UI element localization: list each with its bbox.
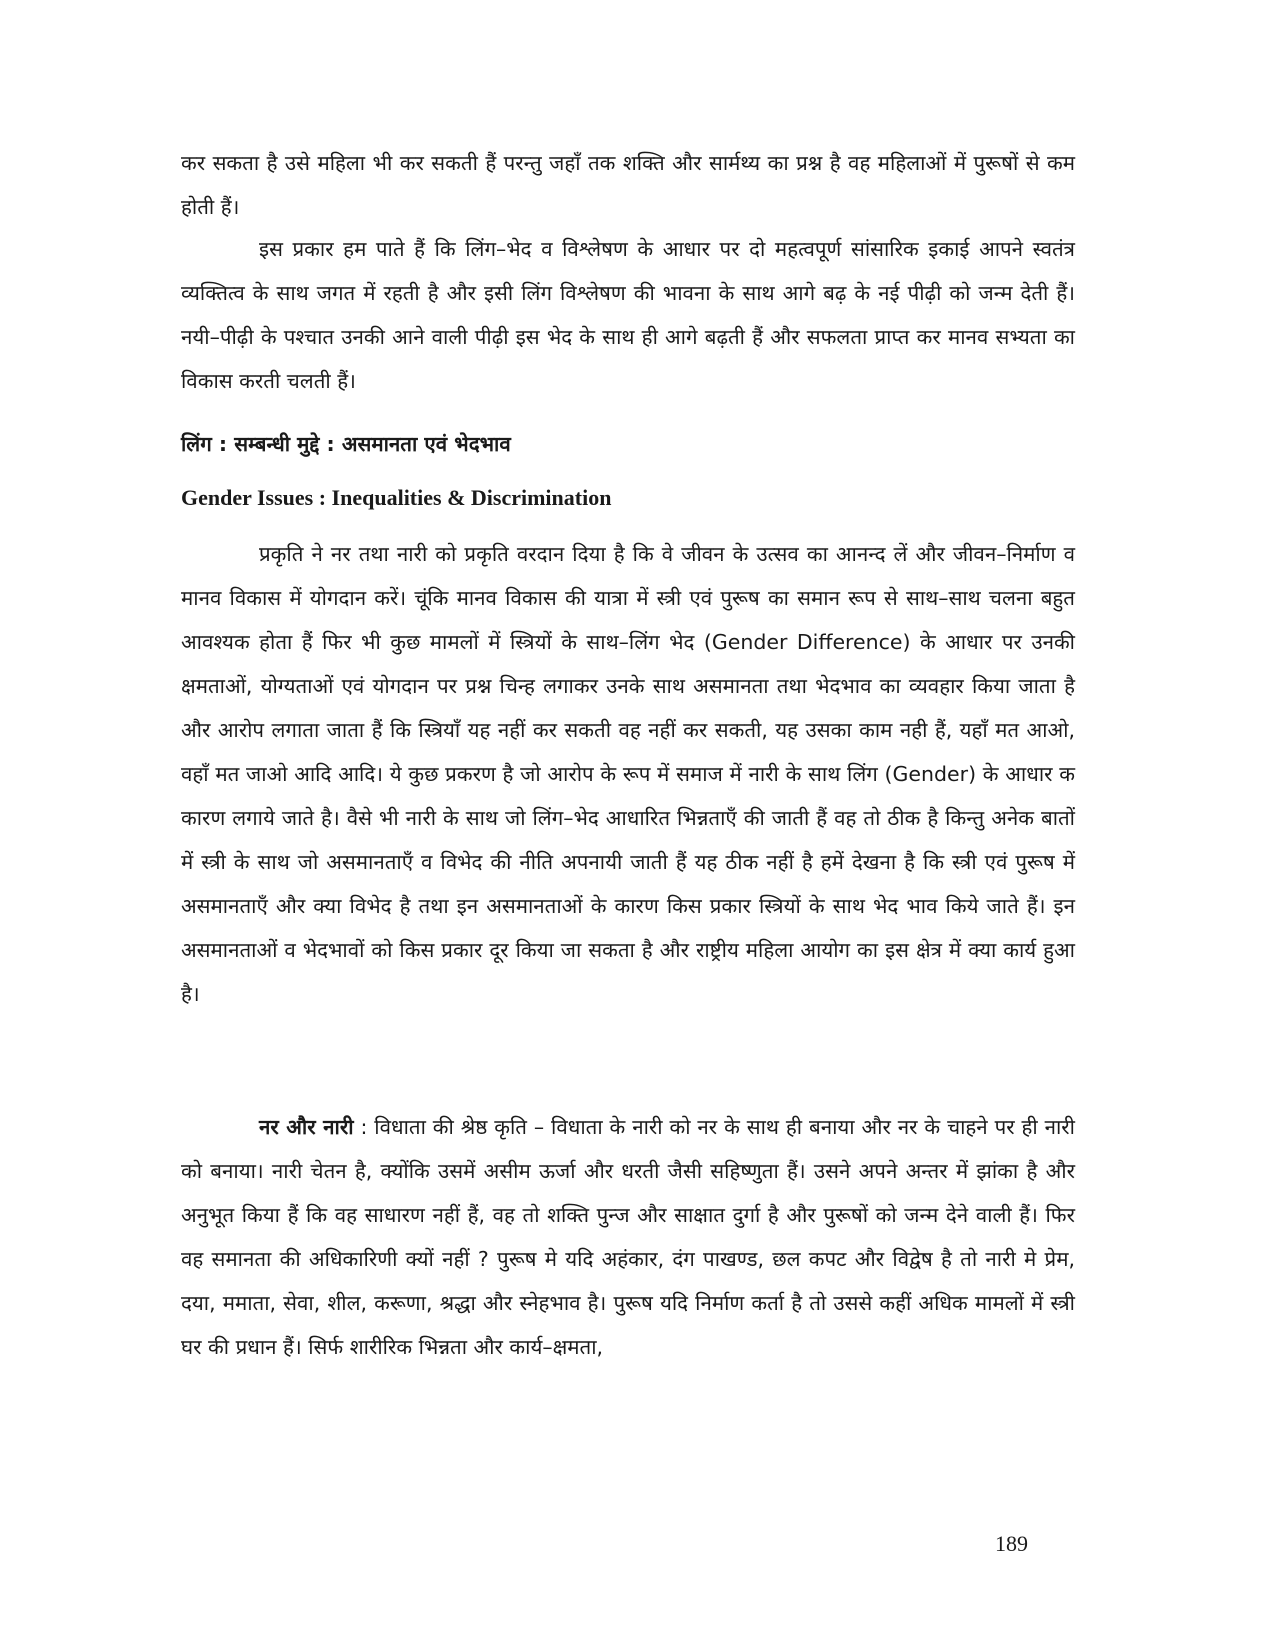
paragraph-lead-term: नर और नारी: [259, 1115, 354, 1139]
paragraph-intro-continuation: कर सकता है उसे महिला भी कर सकती हैं परन्तु जहाँ तक शक्ति और सार्मथ्य का प्रश्न है वह महिलाओं में पुरूषों से कम होती हैं।: [181, 151, 1075, 219]
paragraph-nature-gift-text: प्रकृति ने नर तथा नारी को प्रकृति वरदान दिया है कि वे जीवन के उत्सव का आनन्द लें और जीवन–निर्माण व मानव विकास में योगदान करें। चूंकि मानव विकास की यात्रा में स्त्री एवं पुरूष का समान रूप से साथ–साथ चलना बहुत आवश्यक होता हैं फिर भी कुछ मामलों में स्त्रियों के साथ–लिंग भेद (Gender Difference) के आधार पर उनकी क्षमताओं, योग्यताओं एवं योगदान पर प्रश्न चिन्ह लगाकर उनके साथ असमानता तथा भेदभाव का व्यवहार किया जाता है और आरोप लगाता जाता हैं कि स्त्रियाँ यह नहीं कर सकती वह नहीं कर सकती, यह उसका काम नही हैं, यहाँ मत आओ, वहाँ मत जाओ आदि आदि। ये कुछ प्रकरण है जो आरोप के रूप में समाज में नारी के साथ लिंग (Gender) के आधार क कारण लगाये जाते है। वैसे भी नारी के साथ जो लिंग–भेद आधारित भिन्नताएँ की जाती हैं वह तो ठीक है किन्तु अनेक बातों में स्त्री के साथ जो असमानताएँ व विभेद की नीति अपनायी जाती हैं यह ठीक नहीं है हमें देखना है कि स्त्री एवं पुरूष में असमानताएँ और क्या विभेद है तथा इन असमानताओं के कारण किस प्रकार स्त्रियों के साथ भेद भाव किये जाते हैं। इन असमानताओं व भेदभावों को किस प्रकार दूर किया जा सकता है और राष्ट्रीय महिला आयोग का इस क्षेत्र में क्या कार्य हुआ है।: [181, 542, 1075, 1006]
paragraph-gender-analysis: इस प्रकार हम पाते हैं कि लिंग–भेद व विश्लेषण के आधार पर दो महत्वपूर्ण सांसारिक इकाई आपने स्वतंत्र व्यक्तित्व के साथ जगत में रहती है और इसी लिंग विश्लेषण की भावना के साथ आगे बढ़ के नई पीढ़ी को जन्म देती हैं। नयी–पीढ़ी के पश्चात उनकी आने वाली पीढ़ी इस भेद के साथ ही आगे बढ़ती हैं और सफलता प्राप्त कर मानव सभ्यता का विकास करती चलती हैं।: [181, 237, 1075, 393]
section-heading-english: Gender Issues : Inequalities & Discrimination: [181, 485, 612, 510]
paragraph-man-and-woman-text: : विधाता की श्रेष्ठ कृति – विधाता के नारी को नर के साथ ही बनाया और नर के चाहने पर ही नारी को बनाया। नारी चेतन है, क्योंकि उसमें असीम ऊर्जा और धरती जैसी सहिष्णुता हैं। उसने अपने अन्तर में झांका है और अनुभूत किया हैं कि वह साधारण नहीं हैं, वह तो शक्ति पुन्ज और साक्षात दुर्गा है और पुरूषों को जन्म देने वाली हैं। फिर वह समानता की अधिकारिणी क्यों नहीं ? पुरूष मे यदि अहंकार, दंग पाखण्ड, छल कपट और विद्वेष है तो नारी मे प्रेम, दया, ममाता, सेवा, शील, करूणा, श्रद्धा और स्नेहभाव है। पुरूष यदि निर्माण कर्ता है तो उससे कहीं अधिक मामलों में स्त्री घर की प्रधान हैं। सिर्फ शारीरिक भिन्नता और कार्य–क्षमता,: [181, 1115, 1075, 1359]
section-heading-hindi: लिंग : सम्बन्धी मुद्दे : असमानता एवं भेदभाव: [181, 432, 511, 456]
paragraph-nature-gift: [181, 532, 1075, 1016]
page-number: 189: [995, 1531, 1028, 1556]
paragraph-man-and-woman: [181, 1105, 1075, 1369]
